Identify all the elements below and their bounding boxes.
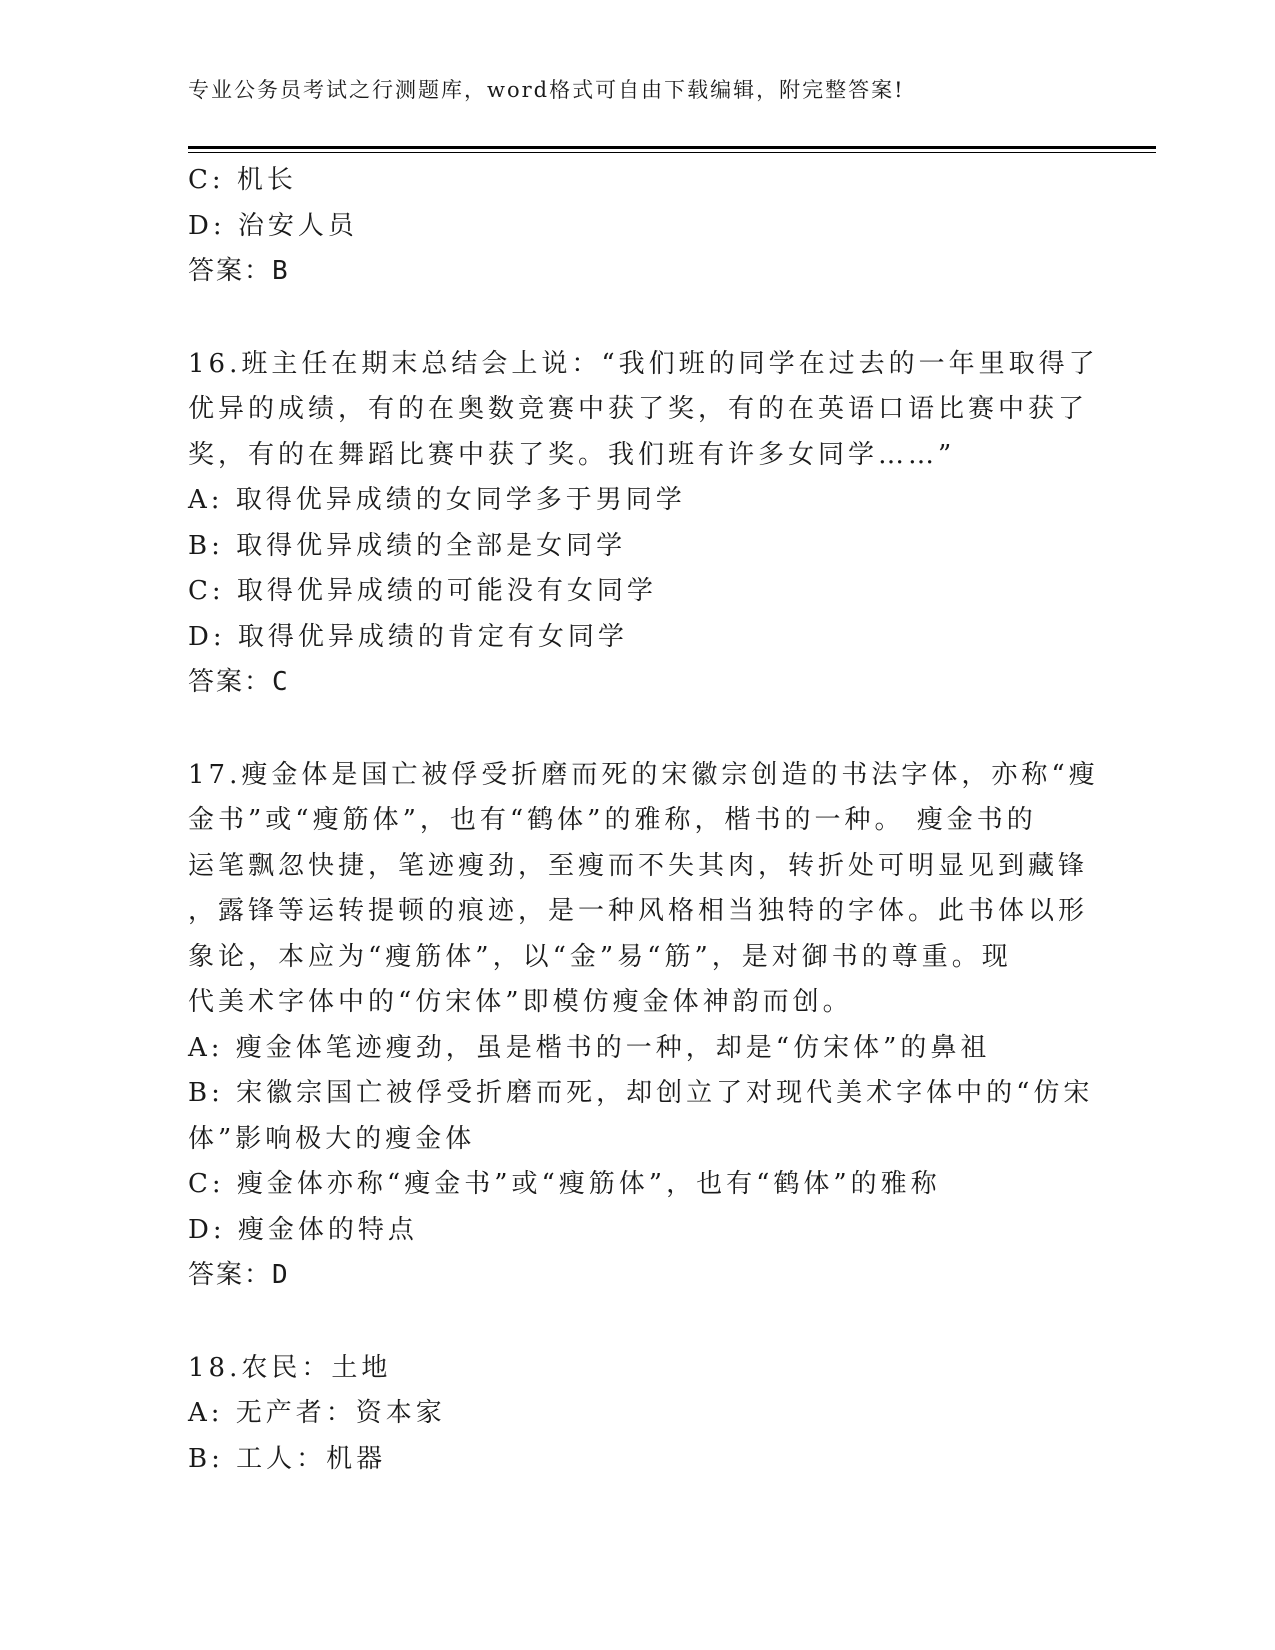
question-16 bbox=[188, 342, 1099, 706]
question-stem-line: 奖，有的在舞蹈比赛中获了奖。我们班有许多女同学……” bbox=[188, 439, 956, 470]
option-b: B: 取得优异成绩的全部是女同学 bbox=[188, 530, 627, 561]
question-18 bbox=[188, 1346, 1088, 1483]
answer-label: 答案： bbox=[188, 1260, 273, 1290]
option-d: D: 瘦金体的特点 bbox=[188, 1214, 418, 1245]
option-d: D: 治安人员 bbox=[188, 210, 358, 241]
answer-value: D bbox=[272, 1260, 290, 1290]
question-stem-line: 优异的成绩，有的在奥数竞赛中获了奖，有的在英语口语比赛中获了 bbox=[188, 394, 1089, 424]
answer-label: 答案： bbox=[188, 667, 273, 697]
question-stem-line: 代美术字体中的“仿宋体”即模仿瘦金体神韵而创。 bbox=[188, 987, 853, 1017]
question-stem-line: 16.班主任在期末总结会上说：“我们班的同学在过去的一年里取得了 bbox=[188, 348, 1099, 379]
question-stem-line: 金书”或“瘦筋体”，也有“鹤体”的雅称，楷书的一种。 瘦金书的 bbox=[188, 805, 1037, 835]
answer-value: C bbox=[272, 667, 290, 697]
page-header: 专业公务员考试之行测题库，word格式可自由下载编辑，附完整答案! bbox=[188, 78, 905, 102]
header-rule-thin bbox=[188, 152, 1156, 153]
option-c: C: 取得优异成绩的可能没有女同学 bbox=[188, 576, 657, 606]
option-d: D: 取得优异成绩的肯定有女同学 bbox=[188, 621, 628, 652]
option-c: C: 机长 bbox=[188, 165, 297, 195]
answer-value: B bbox=[272, 256, 290, 286]
header-rule-thick bbox=[188, 146, 1156, 149]
option-b: B: 工人：机器 bbox=[188, 1443, 387, 1474]
answer-line bbox=[188, 660, 1088, 706]
option-c: C: 瘦金体亦称“瘦金书”或“瘦筋体”，也有“鹤体”的雅称 bbox=[188, 1169, 941, 1199]
question-stem-line: 运笔飘忽快捷，笔迹瘦劲，至瘦而不失其肉，转折处可明显见到藏锋 bbox=[188, 850, 1089, 881]
question-stem-line: 17.瘦金体是国亡被俘受折磨而死的宋徽宗创造的书法字体，亦称“瘦 bbox=[188, 759, 1099, 790]
question-stem-line: 象论，本应为“瘦筋体”，以“金”易“筋”，是对御书的尊重。现 bbox=[188, 941, 1012, 972]
question-stem-line: ，露锋等运转提顿的痕迹，是一种风格相当独特的字体。此书体以形 bbox=[188, 896, 1089, 926]
option-b-continued: 体”影响极大的瘦金体 bbox=[188, 1123, 476, 1154]
option-a: A: 取得优异成绩的女同学多于男同学 bbox=[188, 485, 686, 515]
question-17 bbox=[188, 753, 1099, 1299]
answer-line bbox=[188, 249, 1088, 295]
option-b: B: 宋徽宗国亡被俘受折磨而死，却创立了对现代美术字体中的“仿宋 bbox=[188, 1078, 1094, 1108]
option-a: A: 瘦金体笔迹瘦劲，虽是楷书的一种，却是“仿宋体”的鼻祖 bbox=[188, 1032, 991, 1063]
question-stem-line: 18.农民：土地 bbox=[188, 1352, 392, 1383]
question-15-continuation bbox=[188, 158, 1088, 295]
question-list bbox=[188, 158, 1099, 1482]
answer-label: 答案： bbox=[188, 256, 273, 286]
answer-line bbox=[188, 1253, 1088, 1299]
option-a: A: 无产者：资本家 bbox=[188, 1398, 446, 1428]
